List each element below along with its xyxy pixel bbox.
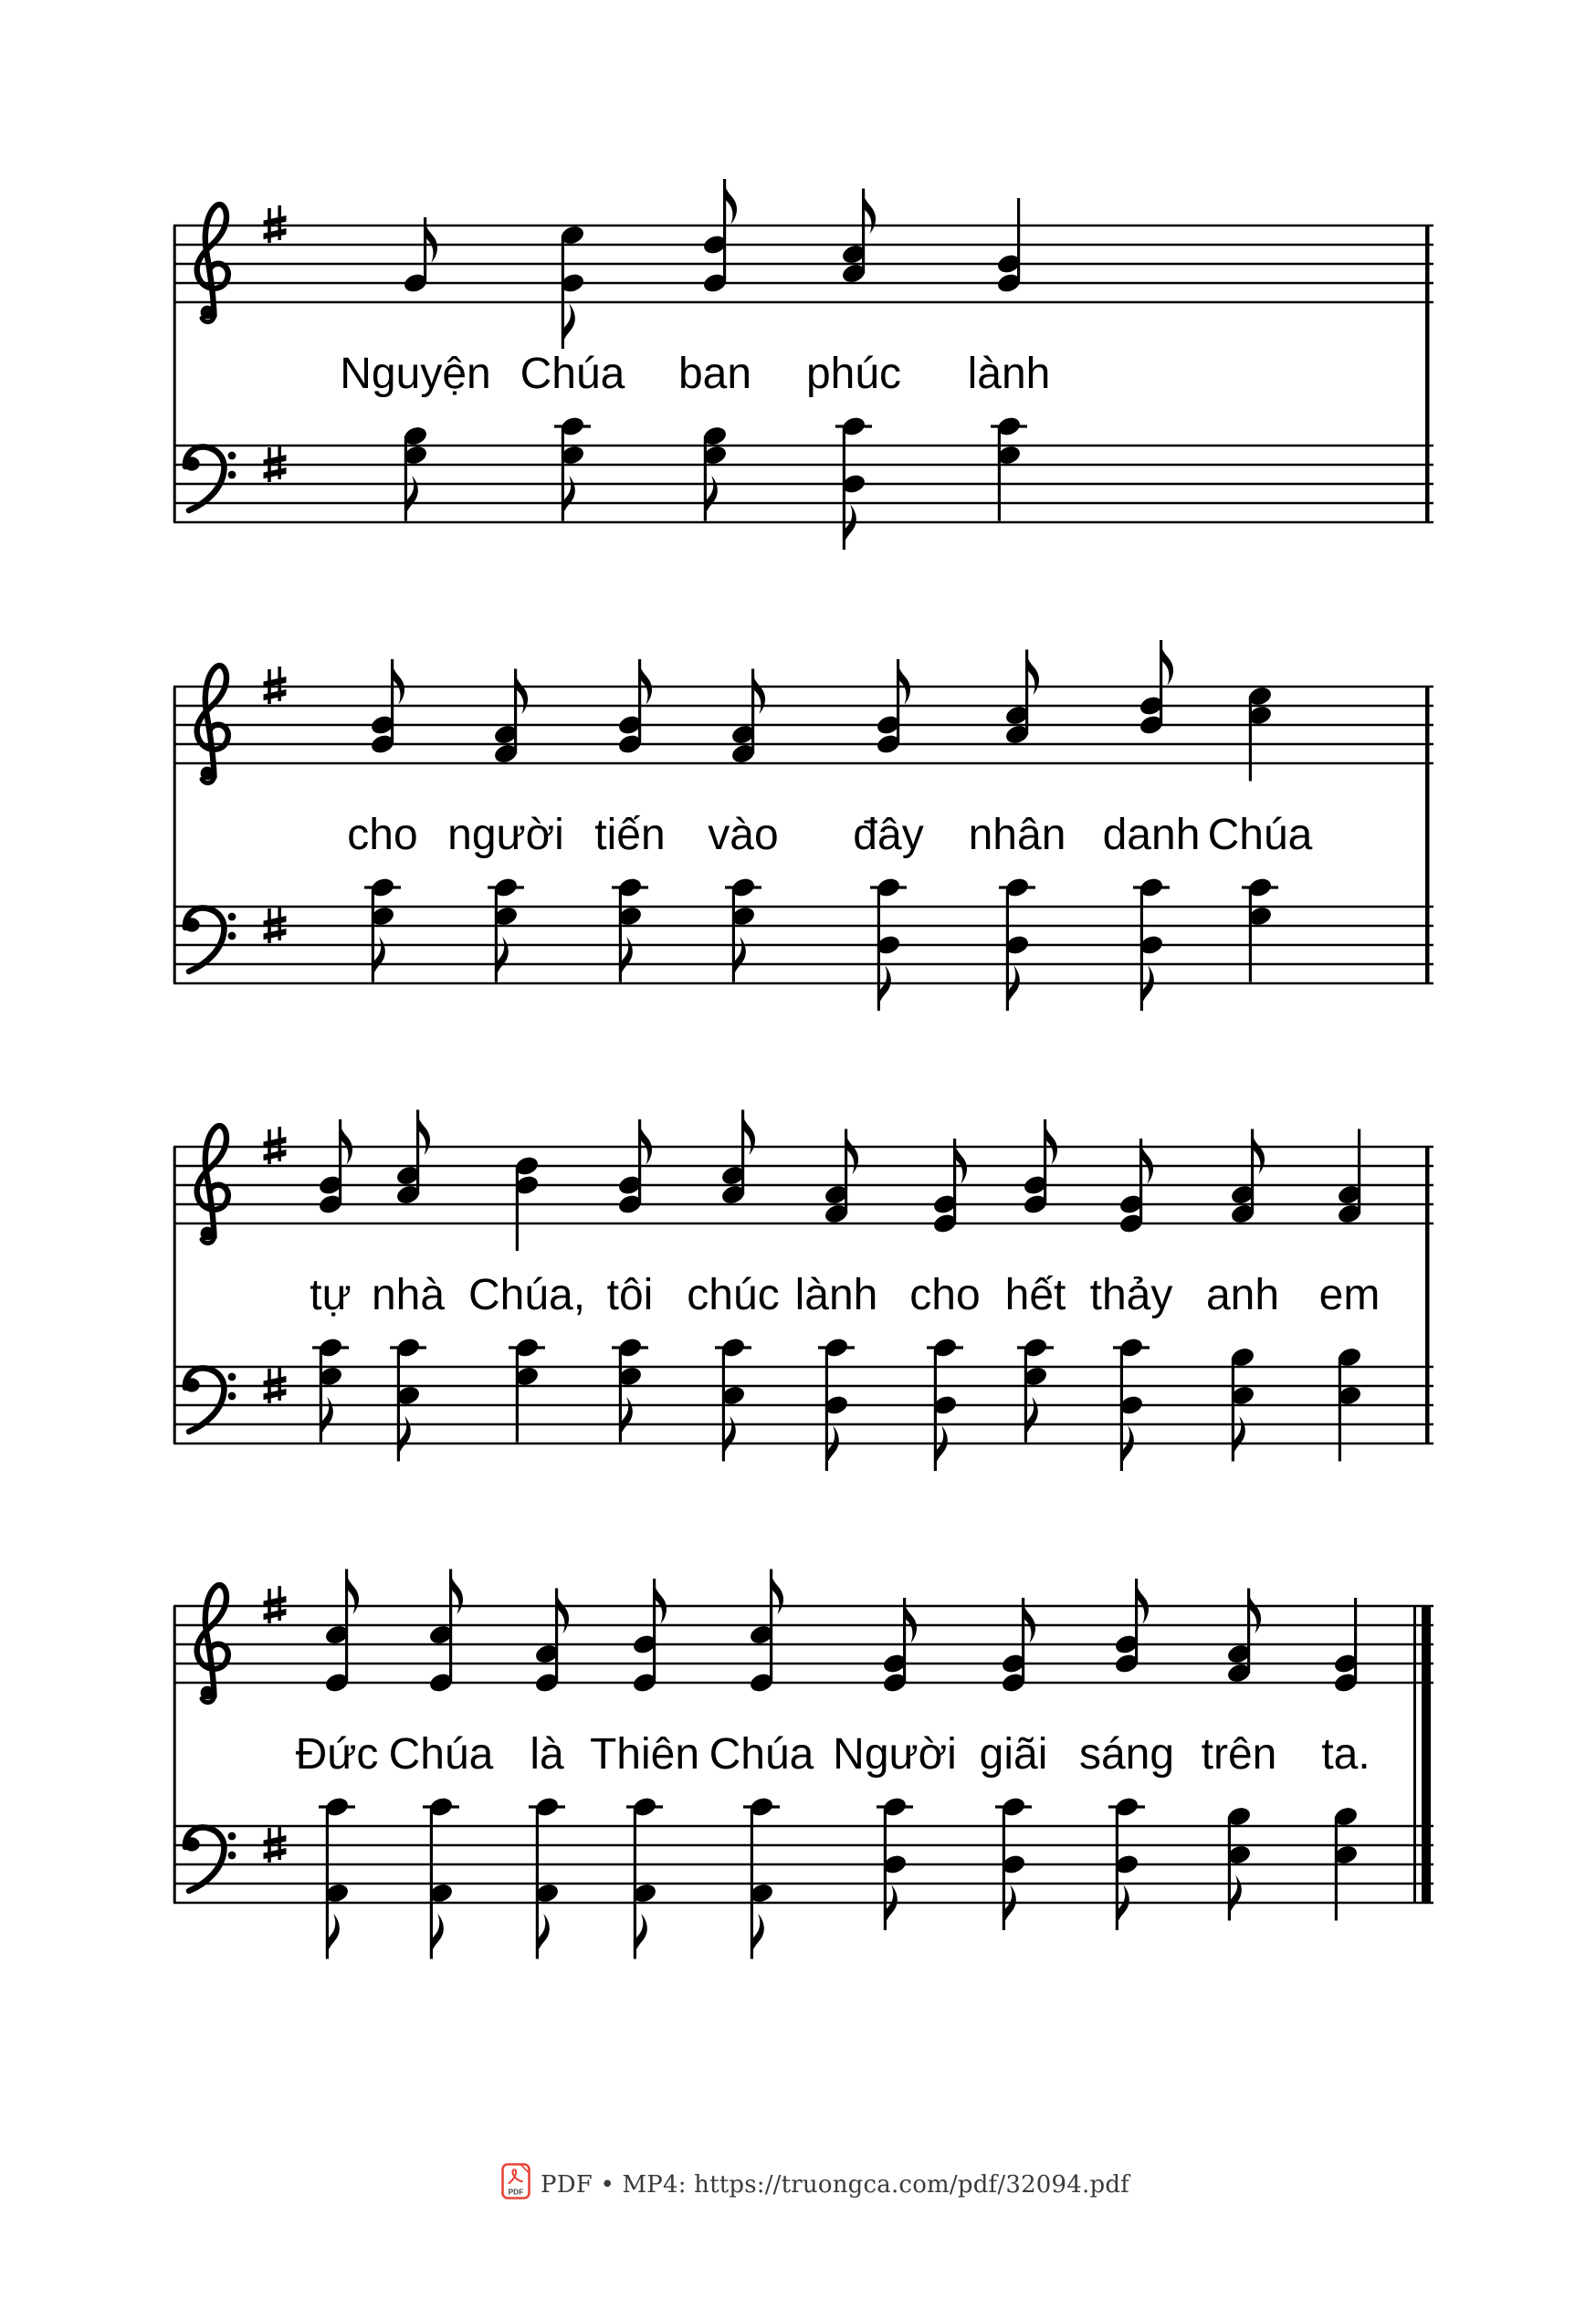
lyric-syllable: tôi <box>606 1271 654 1319</box>
bass-clef-icon <box>184 908 236 971</box>
note-chord <box>1138 640 1173 737</box>
note-chord <box>701 179 737 295</box>
lyric-syllable: chúc <box>687 1271 780 1319</box>
note-chord <box>626 1795 663 1958</box>
lyric-syllable: Thiên <box>589 1730 700 1779</box>
note-chord <box>423 1795 459 1958</box>
sharp-icon <box>264 906 287 943</box>
bass-clef-icon <box>184 446 236 510</box>
note-chord <box>730 669 765 766</box>
sharp-icon <box>264 1825 287 1863</box>
lyric-syllable: Chúa <box>388 1730 494 1779</box>
note-chord <box>823 1129 858 1226</box>
note-chord <box>1113 1579 1149 1675</box>
note-chord <box>995 198 1022 295</box>
lyric-syllable: tiến <box>594 811 666 859</box>
pdf-icon-label: PDF <box>508 2187 524 2197</box>
note-chord <box>995 1795 1032 1930</box>
note-chord <box>323 1569 359 1695</box>
lyric-syllable: nhà <box>371 1271 446 1319</box>
lyric-syllable: vào <box>708 811 779 859</box>
note-chord <box>1336 1129 1362 1226</box>
lyric-syllable: ban <box>677 350 752 398</box>
note-chord <box>394 1110 430 1207</box>
note-chord <box>927 1336 963 1471</box>
lyric-syllable: hết <box>1004 1271 1066 1319</box>
lyric-syllable: phúc <box>805 350 902 398</box>
final-barline-thin <box>1413 1606 1416 1903</box>
lyric-syllable: Chúa <box>709 1730 814 1779</box>
lyric-syllable: thảy <box>1089 1271 1173 1319</box>
note-chord <box>492 669 528 766</box>
lyric-syllable: anh <box>1205 1271 1280 1319</box>
lyric-syllable: danh <box>1102 811 1201 859</box>
lyric-syllable: Nguyện <box>340 350 491 398</box>
system-2 <box>173 640 1433 1011</box>
note-chord <box>1113 1336 1150 1471</box>
bass-clef-icon <box>184 1368 236 1432</box>
end-barline <box>1425 1147 1430 1443</box>
note-chord <box>513 1154 540 1251</box>
lyric-syllable: Chúa <box>1207 811 1313 859</box>
note-chord <box>1003 650 1039 747</box>
lyric-syllable: người <box>447 811 564 859</box>
note-chord <box>719 1110 755 1207</box>
note-chord <box>1242 876 1278 982</box>
lyric-syllable: Người <box>833 1730 957 1779</box>
lyric-syllable: Đức <box>295 1730 379 1779</box>
footer-link[interactable]: PDF • MP4: https://truongca.com/pdf/32094.pdf <box>541 2171 1130 2199</box>
lyric-syllable: em <box>1318 1271 1381 1319</box>
note-chord <box>840 189 876 286</box>
note-chord <box>369 659 404 756</box>
note-chord <box>612 1336 648 1442</box>
note-chord <box>1332 1598 1359 1695</box>
note-chord <box>870 876 907 1011</box>
note-chord <box>554 415 591 520</box>
note-chord <box>616 659 652 756</box>
system-4 <box>173 1569 1433 1959</box>
note-chord <box>1108 1795 1145 1930</box>
note-chord <box>1022 1119 1057 1216</box>
note-chord <box>559 224 585 349</box>
note-chord <box>529 1795 565 1958</box>
note-chord <box>402 425 428 521</box>
pdf-file-icon[interactable] <box>501 2163 530 2199</box>
sharp-icon <box>264 1366 287 1403</box>
note-chord <box>1118 1139 1153 1235</box>
note-chord <box>743 1795 780 1958</box>
note-chord <box>1000 1598 1035 1695</box>
note-chord <box>875 659 910 756</box>
note-chord <box>818 1336 855 1471</box>
sharp-icon <box>264 667 287 704</box>
note-chord <box>1017 1336 1054 1442</box>
lyric-syllable: trên <box>1201 1730 1277 1779</box>
bass-clef-icon <box>184 1827 236 1891</box>
sharp-icon <box>264 1127 287 1164</box>
note-chord <box>631 1579 667 1695</box>
lyric-syllable: Chúa <box>520 350 625 398</box>
note-chord <box>488 876 524 982</box>
lyric-syllable: cho <box>909 1271 981 1319</box>
sharp-icon <box>264 1586 287 1623</box>
lyric-syllable: sáng <box>1078 1730 1175 1779</box>
end-barline <box>1425 226 1430 522</box>
note-chord <box>725 876 761 982</box>
note-chord <box>533 1589 569 1695</box>
note-chord <box>835 415 872 550</box>
note-chord <box>999 876 1035 1011</box>
note-chord <box>312 1336 349 1442</box>
sharp-icon <box>264 445 287 482</box>
final-barline-thick <box>1422 1606 1431 1903</box>
lyric-syllable: lành <box>794 1271 878 1319</box>
lyric-syllable: cho <box>347 811 418 859</box>
note-chord <box>881 1598 917 1695</box>
lyric-syllable: giãi <box>979 1730 1048 1779</box>
system-1 <box>173 179 1433 550</box>
end-barline <box>1425 687 1430 983</box>
note-chord <box>1229 1129 1265 1226</box>
lyric-syllable: lành <box>967 350 1051 398</box>
note-chord <box>1246 685 1273 782</box>
note-chord <box>701 425 728 521</box>
note-chord <box>931 1139 967 1235</box>
note-chord <box>509 1336 545 1442</box>
note-chord <box>748 1569 783 1695</box>
note-chord <box>364 876 401 982</box>
system-3 <box>173 1110 1433 1472</box>
note-chord <box>877 1795 913 1930</box>
lyric-syllable: nhân <box>968 811 1066 859</box>
lyric-syllable: ta. <box>1321 1730 1370 1779</box>
lyric-syllable: Chúa, <box>467 1271 586 1319</box>
note-chord <box>317 1119 352 1216</box>
note-chord <box>1225 1589 1261 1685</box>
note-chord <box>319 1795 355 1958</box>
note-chord <box>1133 876 1170 1011</box>
note-chord <box>616 1119 652 1216</box>
lyric-syllable: tự <box>310 1271 352 1319</box>
footer <box>501 2163 1129 2199</box>
note-chord <box>991 415 1027 520</box>
sharp-icon <box>264 205 287 243</box>
lyric-syllable: đây <box>853 811 924 859</box>
note-chord <box>612 876 648 982</box>
note-chord <box>427 1569 463 1695</box>
lyric-syllable: là <box>530 1730 564 1779</box>
